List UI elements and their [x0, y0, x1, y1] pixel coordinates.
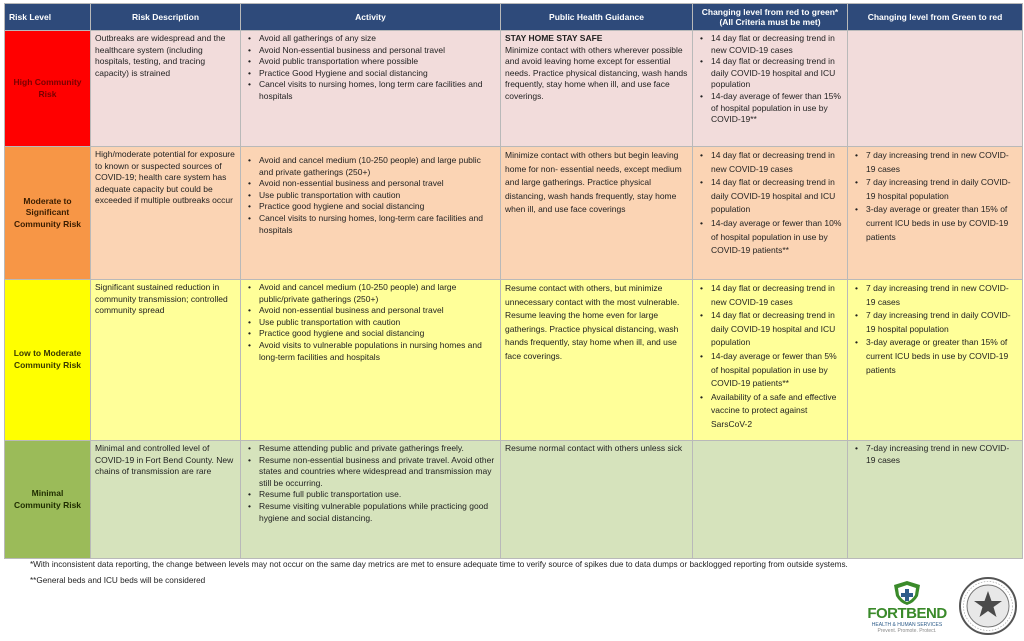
criteria-item: • 7-day increasing trend in new COVID-19 cases — [866, 443, 1018, 466]
activity-item: • Use public transportation with caution — [259, 317, 496, 329]
header-green-to-red: Changing level from Green to red — [848, 4, 1023, 31]
risk-level-low: Low to Moderate Community Risk — [5, 280, 91, 441]
fortbend-logo — [866, 580, 948, 636]
criteria-item: • 14-day average or fewer than 10% of hospital population in use by COVID-19 patients** — [711, 217, 843, 258]
red-to-green-list — [697, 33, 843, 126]
footnote-beds: **General beds and ICU beds will be considered — [30, 576, 206, 585]
guidance-cell — [501, 280, 693, 441]
fortbend-subtitle: HEALTH & HUMAN SERVICES — [871, 622, 943, 628]
footnote-data-reporting: *With inconsistent data reporting, the change between levels may not occur on the same day metrics are met to ensure adequate time to verify source of spikes due to data dumps or backlogged reporting from outside systems. — [30, 560, 848, 569]
criteria-item: • Availability of a safe and effective vaccine to protect against SarsCoV-2 — [711, 391, 843, 432]
criteria-item: • 14-day average of fewer than 15% of hospital population in use by COVID-19** — [711, 91, 843, 126]
activity-item: • Practice good hygiene and social distancing — [259, 328, 496, 340]
risk-level-minimal: Minimal Community Risk — [5, 441, 91, 559]
header-risk-level: Risk Level — [5, 4, 91, 31]
table-row-moderate-risk — [5, 147, 1023, 280]
criteria-item: • 14 day flat or decreasing trend in daily COVID-19 hospital and ICU population — [711, 176, 843, 217]
criteria-item: • 14 day flat or decreasing trend in new COVID-19 cases — [711, 33, 843, 56]
activity-cell — [241, 31, 501, 147]
guidance-text: Minimize contact with others wherever possible and avoid leaving home except for essential needs. Practice physical distancing, wash hands frequently, stay home when ill, and use face coverings. — [505, 44, 688, 101]
risk-level-high: High Community Risk — [5, 31, 91, 147]
table-header-row — [5, 4, 1023, 31]
activity-item: • Avoid and cancel medium (10-250 people) and large public/private gatherings (250+) — [259, 282, 496, 305]
green-to-red-list — [852, 282, 1018, 377]
criteria-item: • 14 day flat or decreasing trend in daily COVID-19 hospital and ICU population — [711, 56, 843, 91]
guidance-cell — [501, 147, 693, 280]
risk-level-table — [4, 3, 1023, 559]
seal-graphic — [958, 576, 1018, 636]
red-to-green-cell — [693, 147, 848, 280]
risk-description: Minimal and controlled level of COVID-19 in Fort Bend County. New chains of transmission are rare — [91, 441, 241, 559]
criteria-item: • 7 day increasing trend in new COVID-19 cases — [866, 282, 1018, 309]
activity-item: • Cancel visits to nursing homes, long-term care facilities and hospitals — [259, 213, 496, 236]
green-to-red-cell — [848, 441, 1023, 559]
criteria-item: • 7 day increasing trend in new COVID-19 cases — [866, 149, 1018, 176]
header-red-to-green-line2: (All Criteria must be met) — [719, 17, 821, 27]
fortbend-name: FORTBEND — [867, 605, 947, 622]
activity-item: • Avoid all gatherings of any size — [259, 33, 496, 45]
fortbend-tagline: Prevent. Promote. Protect. — [877, 628, 937, 634]
table-row-minimal-risk — [5, 441, 1023, 559]
red-to-green-list — [697, 149, 843, 258]
risk-level-moderate: Moderate to Significant Community Risk — [5, 147, 91, 280]
red-to-green-cell — [693, 31, 848, 147]
activity-cell — [241, 441, 501, 559]
green-to-red-list — [852, 443, 1018, 466]
criteria-item: • 14 day flat or decreasing trend in daily COVID-19 hospital and ICU population — [711, 309, 843, 350]
activity-list — [245, 443, 496, 524]
criteria-item: • 14-day average or fewer than 5% of hospital population in use by COVID-19 patients** — [711, 350, 843, 391]
guidance-cell — [501, 31, 693, 147]
risk-description: Outbreaks are widespread and the healthcare system (including hospitals, testing, and tracing capacity) is strained — [91, 31, 241, 147]
activity-item: • Avoid and cancel medium (10-250 people) and large public and private gatherings (250+) — [259, 155, 496, 178]
green-to-red-cell — [848, 31, 1023, 147]
activity-item: • Resume full public transportation use. — [259, 489, 496, 501]
activity-item: • Avoid non-essential business and personal travel — [259, 305, 496, 317]
activity-item: • Resume visiting vulnerable populations while practicing good hygiene and social distancing. — [259, 501, 496, 524]
red-to-green-list — [697, 282, 843, 432]
guidance-text: Resume normal contact with others unless sick — [505, 443, 683, 453]
activity-item: • Resume non-essential business and private travel. Avoid other states and countries where widespread and transmission may still be occurring. — [259, 455, 496, 490]
shield-icon — [892, 580, 922, 606]
table-row-low-risk — [5, 280, 1023, 441]
activity-item: • Cancel visits to nursing homes, long term care facilities and hospitals — [259, 79, 496, 102]
header-guidance: Public Health Guidance — [501, 4, 693, 31]
guidance-text: Resume contact with others, but minimize unnecessary contact with the most vulnerable. Resume leaving the home even for large gatherings. Practice physical distancing, wash hands frequently, stay home when ill, and use face coverings. — [505, 283, 680, 361]
green-to-red-cell — [848, 280, 1023, 441]
county-seal-icon — [958, 576, 1018, 636]
activity-item: • Avoid Non-essential business and personal travel — [259, 45, 496, 57]
criteria-item: • 3-day average or greater than 15% of current ICU beds in use by COVID-19 patients — [866, 203, 1018, 244]
header-red-to-green-line1: Changing level from red to green* — [701, 7, 839, 17]
header-activity: Activity — [241, 4, 501, 31]
activity-item: • Practice Good Hygiene and social distancing — [259, 68, 496, 80]
risk-description: High/moderate potential for exposure to known or suspected sources of COVID-19; health care system has adequate capacity but could be exceeded if multiple outbreaks occur — [91, 147, 241, 280]
guidance-title: STAY HOME STAY SAFE — [505, 33, 603, 43]
table-row-high-risk — [5, 31, 1023, 147]
activity-cell — [241, 147, 501, 280]
activity-item: • Avoid non-essential business and personal travel — [259, 178, 496, 190]
guidance-cell — [501, 441, 693, 559]
activity-item: • Resume attending public and private gatherings freely. — [259, 443, 496, 455]
activity-item: • Avoid visits to vulnerable populations in nursing homes and long-term facilities and hospitals — [259, 340, 496, 363]
activity-list — [245, 33, 496, 103]
activity-item: • Use public transportation with caution — [259, 190, 496, 202]
criteria-item: • 14 day flat or decreasing trend in new COVID-19 cases — [711, 282, 843, 309]
guidance-text: Minimize contact with others but begin leaving home for non- essential needs, except medium and large gatherings. Practice physical distancing, wash hands frequently, stay home when ill, and use face coverings — [505, 150, 682, 215]
risk-description: Significant sustained reduction in community transmission; controlled community spread — [91, 280, 241, 441]
criteria-item: • 3-day average or greater than 15% of current ICU beds in use by COVID-19 patients — [866, 336, 1018, 377]
green-to-red-cell — [848, 147, 1023, 280]
activity-cell — [241, 280, 501, 441]
activity-list — [245, 155, 496, 236]
criteria-item: • 14 day flat or decreasing trend in new COVID-19 cases — [711, 149, 843, 176]
red-to-green-cell — [693, 280, 848, 441]
activity-item: • Practice good hygiene and social distancing — [259, 201, 496, 213]
header-risk-description: Risk Description — [91, 4, 241, 31]
header-red-to-green — [693, 4, 848, 31]
activity-list — [245, 282, 496, 363]
criteria-item: • 7 day increasing trend in daily COVID-19 hospital population — [866, 309, 1018, 336]
activity-item: • Avoid public transportation where possible — [259, 56, 496, 68]
criteria-item: • 7 day increasing trend in daily COVID-19 hospital population — [866, 176, 1018, 203]
red-to-green-cell — [693, 441, 848, 559]
green-to-red-list — [852, 149, 1018, 244]
